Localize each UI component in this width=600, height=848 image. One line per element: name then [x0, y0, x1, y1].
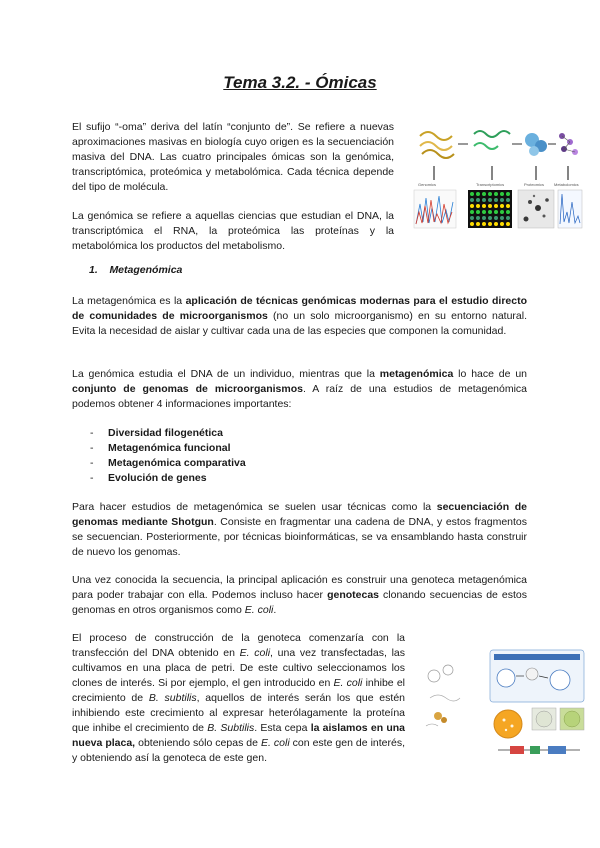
microarray-spot [470, 222, 474, 226]
label-metabolomics: Metabolomics [554, 182, 579, 187]
microarray-spot [482, 222, 486, 226]
microarray-spot [494, 216, 498, 220]
microarray-spot [476, 198, 480, 202]
microarray-spot [500, 192, 504, 196]
microarray-spot [506, 210, 510, 214]
microarray-spot [488, 204, 492, 208]
microarray-spot [500, 210, 504, 214]
label-genomics: Genomics [418, 182, 437, 187]
microarray-spot [506, 198, 510, 202]
microarray-spot [500, 222, 504, 226]
plate-photo-1 [532, 708, 556, 730]
construction-paragraph: El proceso de construcción de la genoteca comenzaría con la transfección del DNA obtenido en E. coli, una vez transfectadas, las cultivamos en una placa de petri. De este cultivo seleccionamos los clones de interés. Si por ejemplo, el gen introducido en E. coli inhibe el crecimiento de B. subtilis, aquellos de interés serán los que estén inhibiendo este crecimiento al expresar heterólagamente la proteína que inhibe el crecimiento de B. Subtilis. Esta cepa la aislamos en una nueva placa, obteniendo sólo cepas de E. coli con este gen de interés, y obteniendo así la genoteca de este gen. [72, 632, 406, 764]
metagenomics-paragraph-2: La genómica estudia el DNA de un individuo, mientras que la metagenómica lo hace de un conjunto de genomas de microorganismos. A raíz de una estudios de metagenómica podemos obtener 4 informaciones importantes: [72, 368, 528, 410]
petri-dish-icon [494, 710, 522, 738]
microarray-spot [470, 204, 474, 208]
microarray-spot [500, 204, 504, 208]
microarray-spot [482, 216, 486, 220]
microarray-spot [488, 216, 492, 220]
microarray-spot [488, 210, 492, 214]
plate-photo-2 [560, 708, 584, 730]
microarray-spot [500, 216, 504, 220]
intro-paragraph-2: La genómica se refiere a aquellas ciencias que estudian el DNA, la transcriptómica el RNA, la proteómica las proteínas y la metabolómica los productos del metabolismo. [72, 210, 394, 252]
microarray-spot [470, 192, 474, 196]
gel-panel [518, 190, 554, 228]
list-item: - Evolución de genes [90, 471, 246, 486]
microarray-spot [488, 192, 492, 196]
microarray-spot [488, 198, 492, 202]
microarray-spot [476, 216, 480, 220]
list-item: - Metagenómica funcional [90, 441, 246, 456]
section-heading-metagenomica: 1. Metagenómica [89, 264, 183, 276]
microarray-spot [494, 198, 498, 202]
page-title: Tema 3.2. - Ómicas [223, 73, 377, 92]
label-transcriptomics: Transcriptomics [476, 182, 505, 187]
microarray-spot [488, 222, 492, 226]
microarray-spot [506, 216, 510, 220]
microarray-spot [482, 204, 486, 208]
microarray-spot [482, 192, 486, 196]
microarray-spot [476, 222, 480, 226]
shotgun-paragraph: Para hacer estudios de metagenómica se suelen usar técnicas como la secuenciación de genomas mediante Shotgun. Consiste en fragmentar una cadena de DNA, y estos fragmentos se secuencian. Posteriormente, por técnicas bioinformáticas, se va ensamblando hasta construir de nuevo los genomas. [72, 501, 527, 558]
microarray-panel [468, 190, 512, 228]
list-item: - Metagenómica comparativa [90, 456, 246, 471]
microarray-spot [482, 210, 486, 214]
microarray-spot [494, 192, 498, 196]
list-item: - Diversidad filogenética [90, 426, 246, 441]
microarray-spot [494, 210, 498, 214]
nmr-panel [558, 190, 582, 228]
microarray-spot [500, 198, 504, 202]
microarray-spot [506, 222, 510, 226]
microarray-spot [506, 204, 510, 208]
omics-figure [412, 124, 584, 230]
microarray-spot [476, 210, 480, 214]
label-proteomics: Proteomics [524, 182, 545, 187]
microarray-spot [506, 192, 510, 196]
microarray-spot [494, 222, 498, 226]
genoteca-figure [420, 646, 586, 764]
microarray-spot [470, 216, 474, 220]
genoteca-paragraph: Una vez conocida la secuencia, la principal aplicación es construir una genoteca metagenómica para poder trabajar con ella. Podemos incluso hacer genotecas clonando secuencias de estos genomas en otros organismos como E. coli. [72, 574, 527, 616]
microarray-spot [476, 192, 480, 196]
intro-paragraph-1: El sufijo “-oma” deriva del latín “conjunto de”. Se refiere a nuevas aproximaciones masivas en biología cuyo origen es la secuenciación masiva del DNA. Las cuatro principales ómicas son la genómica, transcriptómica, proteómica y metabolómica. Cada técnica depende del tipo de molécula. [72, 121, 394, 193]
microarray-spot [470, 210, 474, 214]
metagenomics-definition-paragraph: La metagenómica es la aplicación de técnicas genómicas modernas para el estudio directo de comunidades de microorganismos (no un solo microorganismo) en su entorno natural. Evita la necesidad de aislar y cultivar cada una de las especies que componen la comunidad. [72, 295, 528, 337]
chromatogram-panel [414, 190, 456, 228]
workflow-box [490, 650, 584, 702]
information-list [90, 426, 246, 486]
microarray-spot [494, 204, 498, 208]
microarray-spot [482, 198, 486, 202]
microarray-spot [476, 204, 480, 208]
microarray-spot [470, 198, 474, 202]
